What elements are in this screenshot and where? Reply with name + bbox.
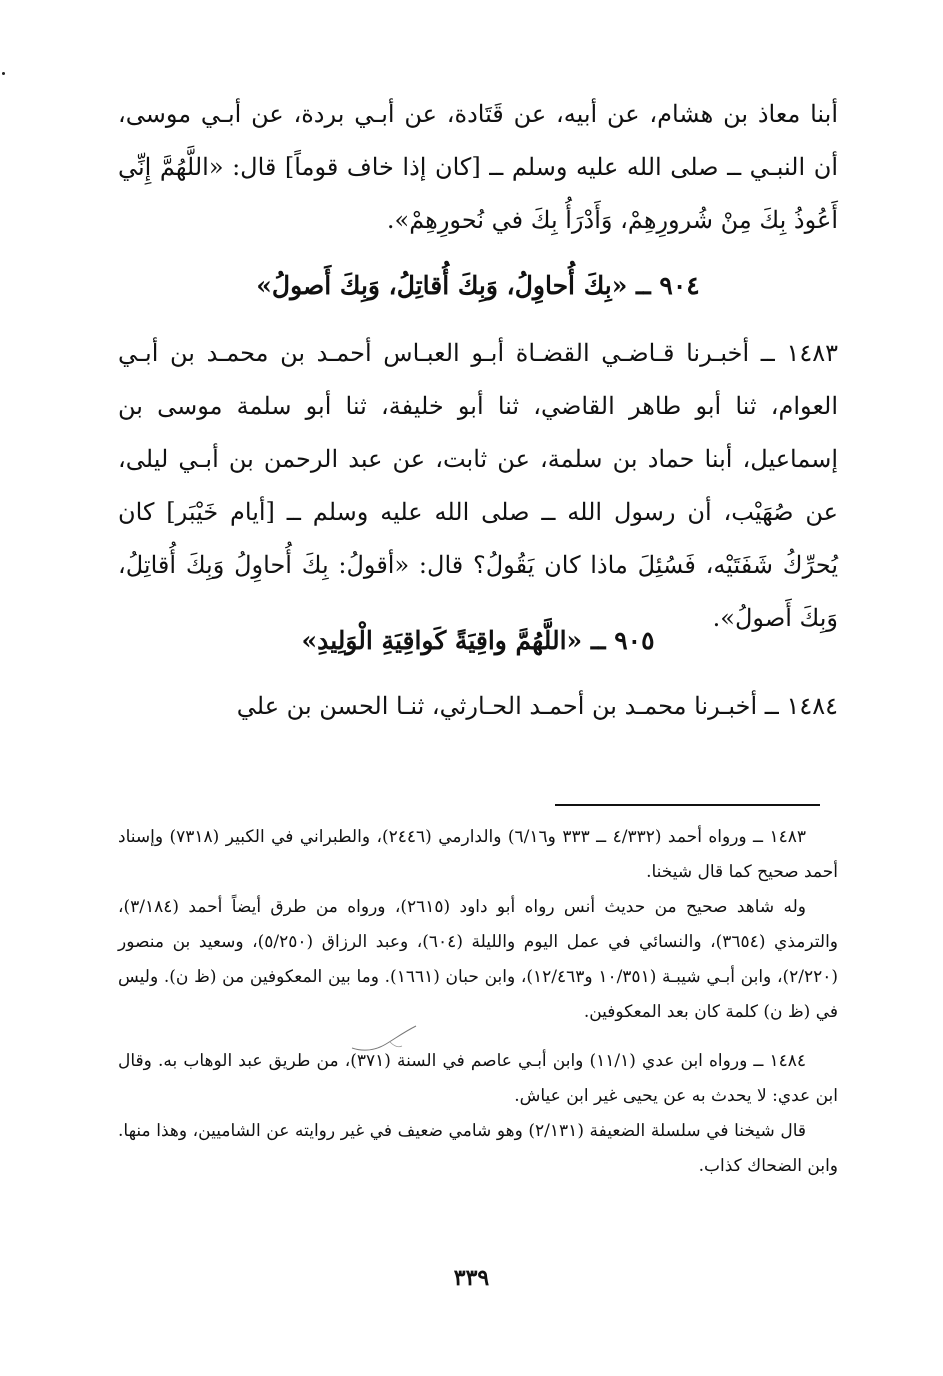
heading-905: ٩٠٥ ــ «اللَّهُمَّ واقِيَةً كَواقِيَةِ الْوَلِيدِ» bbox=[301, 626, 655, 655]
paragraph-hadith-1483: ١٤٨٣ ــ أخبـرنا قـاضـي القضـاة أبـو العبـاس أحمـد بن محمـد بن أبـي العوام، ثنا أبو طاهر القاضي، ثنا أبو خليفة، ثنا أبو سلمة موسى بن إسماعيل، أبنا حماد بن سلمة، عن ثابت، عن عبد الرحمن بن أبـي ليلى، عن صُهَيْب، أن رسول الله ــ صلى الله عليه وسلم ــ [أيام خَيْبَر] كان يُحرِّكُ شَفَتَيْه، فَسُئِلَ ماذا كان يَقُولُ؟ قال: «أقولُ: بِكَ أُحاوِلُ وَبِكَ أُقاتِلُ، وَبِكَ أَصولُ». bbox=[118, 339, 838, 632]
paragraph-hadith-1484: ١٤٨٤ ــ أخبـرنا محمـد بن أحمـد الحـارثي، ثنـا الحسن بن علي bbox=[236, 692, 838, 720]
margin-mark bbox=[2, 72, 5, 75]
main-text bbox=[118, 88, 838, 733]
footnotes bbox=[118, 820, 838, 1184]
paragraph-hadith-chain-1: أبنا معاذ بن هشام، عن أبيه، عن قَتَادة، عن أبـي بردة، عن أبـي موسى، أن النبـي ــ صلى الله عليه وسلم ــ [كان إذا خاف قوماً] قال: «اللَّهُمَّ إِنِّي أَعُوذُ بِكَ مِنْ شُرورِهِمْ، وَأَدْرَأُ بِكَ في نُحورِهِمْ». bbox=[118, 100, 838, 234]
page-number: ٣٣٩ bbox=[453, 1265, 490, 1291]
footnote-1483-b: وله شاهد صحيح من حديث أنس رواه أبو داود (٢٦١٥)، ورواه من طرق أيضاً أحمد (٣/١٨٤)، والترمذي (٣٦٥٤)، والنسائي في عمل اليوم والليلة (٦٠٤)، وعبد الرزاق (٥/٢٥٠)، وسعيد بن منصور (٢/٢٢٠)، وابن أبـي شيبـة (١٠/٣٥١ و١٢/٤٦٣)، وابن حبان (١٦٦١). وما بين المعكوفين من (ظ ن). وليس في (ظ ن) كلمة كان بعد المعكوفين. bbox=[118, 897, 839, 1022]
footnote-separator bbox=[555, 804, 820, 806]
heading-904: ٩٠٤ ــ «بِكَ أُحاوِلُ، وَبِكَ أُقاتِلُ، وَبِكَ أَصولُ» bbox=[256, 271, 700, 300]
footnote-1484-a: ١٤٨٤ ــ ورواه ابن عدي (١١/١) وابن أبـي عاصم في السنة (٣٧١)، من طريق عبد الوهاب به. وقال ابن عدي: لا يحدث به عن يحيى غير ابن عياش. bbox=[118, 1051, 838, 1106]
footnote-1483-a: ١٤٨٣ ــ ورواه أحمد (٤/٣٣٢ ــ ٣٣٣ و٦/١٦) والدارمي (٢٤٤٦)، والطبراني في الكبير (٧٣١٨) وإسناد أحمد صحيح كما قال شيخنا. bbox=[118, 827, 838, 882]
footnote-1484-b: قال شيخنا في سلسلة الضعيفة (٢/١٣١) وهو شامي ضعيف في غير روايته عن الشاميين، وهذا منها. وابن الضحاك كذاب. bbox=[118, 1121, 838, 1176]
pencil-scribble-mark bbox=[350, 1022, 420, 1056]
